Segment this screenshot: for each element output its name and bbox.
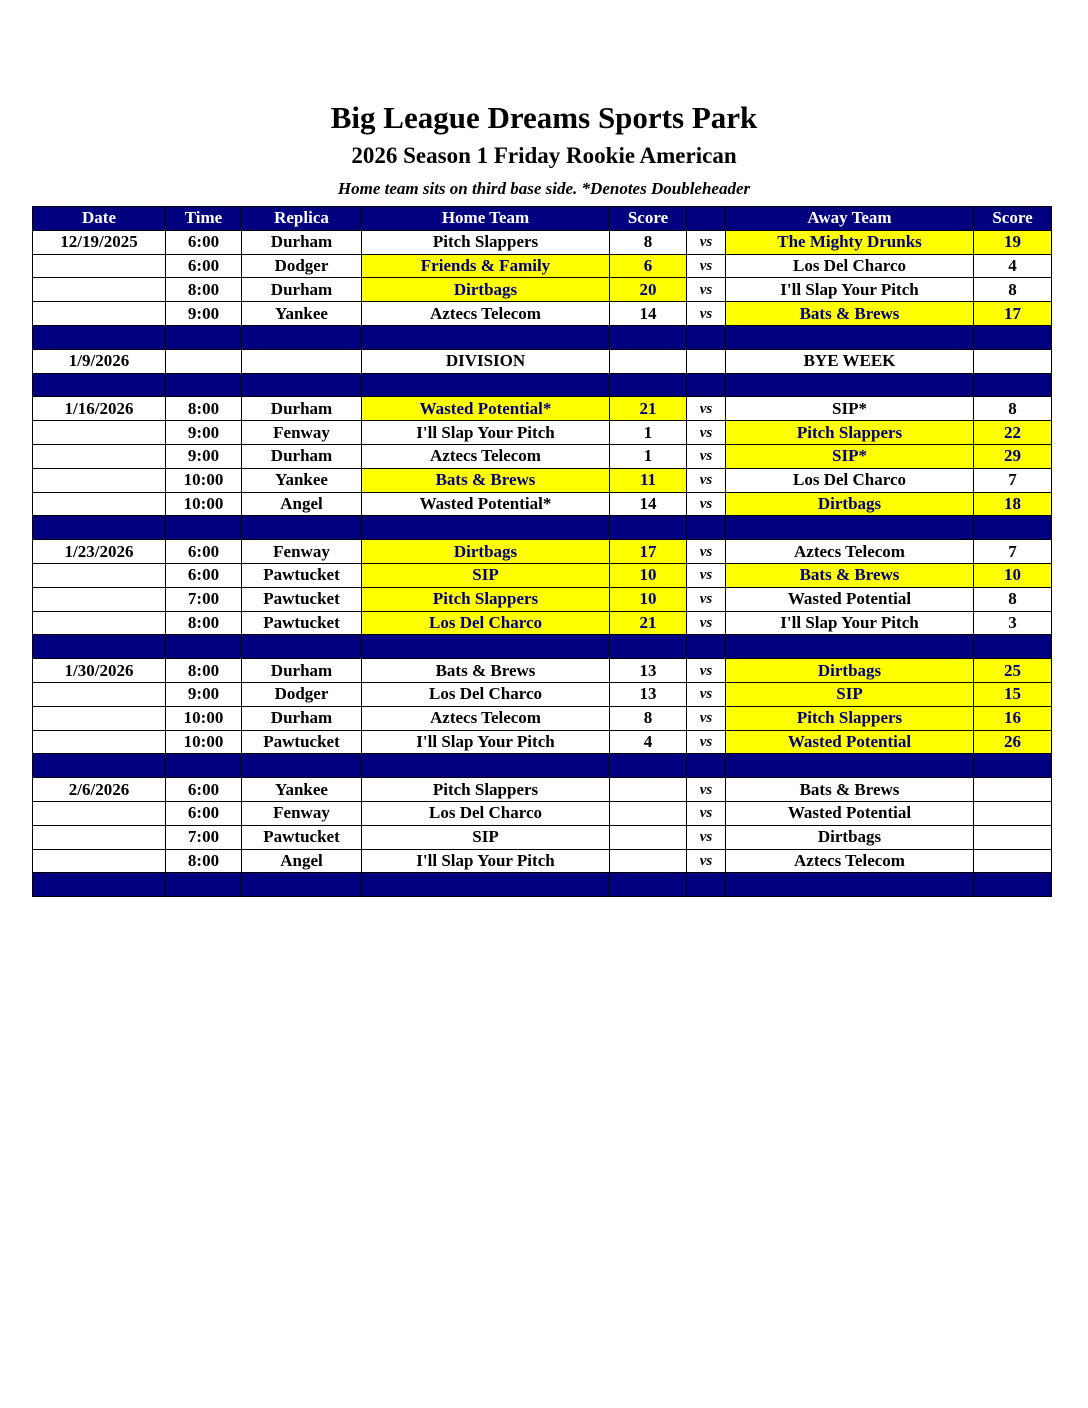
home-score-cell: 6 xyxy=(610,254,687,278)
replica-cell: Yankee xyxy=(242,468,362,492)
divider-cell xyxy=(362,873,610,897)
divider-cell xyxy=(166,516,242,540)
away-team-cell: Wasted Potential xyxy=(726,801,974,825)
home-score-cell: 20 xyxy=(610,278,687,302)
home-score-cell: 1 xyxy=(610,421,687,445)
date-cell xyxy=(33,302,166,326)
header-date: Date xyxy=(33,207,166,231)
time-cell: 9:00 xyxy=(166,421,242,445)
vs-cell: vs xyxy=(687,730,726,754)
replica-cell: Fenway xyxy=(242,801,362,825)
game-row xyxy=(33,230,1052,254)
home-team-cell: Aztecs Telecom xyxy=(362,302,610,326)
away-score-cell: 22 xyxy=(974,421,1052,445)
divider-cell xyxy=(974,635,1052,659)
divider-cell xyxy=(166,754,242,778)
date-cell: 2/6/2026 xyxy=(33,778,166,802)
divider-cell xyxy=(610,635,687,659)
time-cell: 6:00 xyxy=(166,778,242,802)
game-row xyxy=(33,801,1052,825)
time-cell: 6:00 xyxy=(166,230,242,254)
away-team-cell: I'll Slap Your Pitch xyxy=(726,278,974,302)
date-cell: 1/9/2026 xyxy=(33,349,166,373)
home-score-cell: 10 xyxy=(610,563,687,587)
vs-cell: vs xyxy=(687,682,726,706)
vs-cell: vs xyxy=(687,563,726,587)
away-score-cell: 19 xyxy=(974,230,1052,254)
divider-cell xyxy=(362,635,610,659)
time-cell: 8:00 xyxy=(166,611,242,635)
home-team-cell: Pitch Slappers xyxy=(362,778,610,802)
home-score-cell xyxy=(610,349,687,373)
divider-cell xyxy=(726,373,974,397)
game-row xyxy=(33,825,1052,849)
divider-cell xyxy=(242,635,362,659)
divider-cell xyxy=(687,873,726,897)
vs-cell: vs xyxy=(687,254,726,278)
home-score-cell: 4 xyxy=(610,730,687,754)
divider-cell xyxy=(974,754,1052,778)
replica-cell: Pawtucket xyxy=(242,563,362,587)
date-cell xyxy=(33,492,166,516)
home-score-cell: 21 xyxy=(610,611,687,635)
divider-cell xyxy=(362,325,610,349)
away-team-cell: Wasted Potential xyxy=(726,587,974,611)
replica-cell: Dodger xyxy=(242,254,362,278)
divider-cell xyxy=(610,873,687,897)
divider-cell xyxy=(610,516,687,540)
away-score-cell xyxy=(974,778,1052,802)
home-score-cell: 14 xyxy=(610,492,687,516)
replica-cell: Pawtucket xyxy=(242,730,362,754)
divider-cell xyxy=(33,873,166,897)
replica-cell: Durham xyxy=(242,706,362,730)
replica-cell: Durham xyxy=(242,659,362,683)
date-cell xyxy=(33,730,166,754)
vs-cell: vs xyxy=(687,421,726,445)
schedule-note: Home team sits on third base side. *Denotes Doubleheader xyxy=(337,179,751,198)
divider-cell xyxy=(242,754,362,778)
divider-cell xyxy=(726,516,974,540)
home-score-cell xyxy=(610,801,687,825)
away-team-cell: Dirtbags xyxy=(726,825,974,849)
replica-cell: Dodger xyxy=(242,682,362,706)
vs-cell: vs xyxy=(687,849,726,873)
header-vs xyxy=(687,207,726,231)
home-score-cell xyxy=(610,849,687,873)
divider-cell xyxy=(33,754,166,778)
divider-cell xyxy=(242,373,362,397)
away-team-cell: SIP xyxy=(726,682,974,706)
divider-cell xyxy=(362,373,610,397)
vs-cell xyxy=(687,349,726,373)
away-team-cell: Wasted Potential xyxy=(726,730,974,754)
home-team-cell: Wasted Potential* xyxy=(362,492,610,516)
home-score-cell: 8 xyxy=(610,230,687,254)
vs-cell: vs xyxy=(687,230,726,254)
vs-cell: vs xyxy=(687,468,726,492)
home-score-cell: 13 xyxy=(610,659,687,683)
game-row xyxy=(33,349,1052,373)
week-divider-row xyxy=(33,373,1052,397)
home-score-cell: 13 xyxy=(610,682,687,706)
time-cell: 9:00 xyxy=(166,302,242,326)
date-cell xyxy=(33,563,166,587)
replica-cell: Durham xyxy=(242,230,362,254)
home-team-cell: Bats & Brews xyxy=(362,659,610,683)
replica-cell: Pawtucket xyxy=(242,825,362,849)
divider-cell xyxy=(726,635,974,659)
away-team-cell: BYE WEEK xyxy=(726,349,974,373)
away-score-cell xyxy=(974,349,1052,373)
header-replica: Replica xyxy=(242,207,362,231)
home-team-cell: Pitch Slappers xyxy=(362,230,610,254)
home-team-cell: I'll Slap Your Pitch xyxy=(362,421,610,445)
table-header-row xyxy=(33,207,1052,231)
replica-cell xyxy=(242,349,362,373)
game-row xyxy=(33,563,1052,587)
game-row xyxy=(33,254,1052,278)
game-row xyxy=(33,778,1052,802)
home-team-cell: DIVISION xyxy=(362,349,610,373)
away-team-cell: Pitch Slappers xyxy=(726,421,974,445)
replica-cell: Durham xyxy=(242,278,362,302)
time-cell: 10:00 xyxy=(166,706,242,730)
header-home-score: Score xyxy=(610,207,687,231)
game-row xyxy=(33,611,1052,635)
divider-cell xyxy=(362,516,610,540)
date-cell xyxy=(33,611,166,635)
home-team-cell: Aztecs Telecom xyxy=(362,706,610,730)
page-subtitle: 2026 Season 1 Friday Rookie American xyxy=(351,143,737,168)
home-score-cell: 11 xyxy=(610,468,687,492)
home-score-cell: 10 xyxy=(610,587,687,611)
divider-cell xyxy=(610,754,687,778)
replica-cell: Angel xyxy=(242,492,362,516)
game-row xyxy=(33,682,1052,706)
game-row xyxy=(33,278,1052,302)
home-score-cell: 14 xyxy=(610,302,687,326)
time-cell: 9:00 xyxy=(166,444,242,468)
away-team-cell: Bats & Brews xyxy=(726,302,974,326)
away-score-cell: 3 xyxy=(974,611,1052,635)
replica-cell: Yankee xyxy=(242,778,362,802)
vs-cell: vs xyxy=(687,659,726,683)
game-row xyxy=(33,468,1052,492)
replica-cell: Durham xyxy=(242,397,362,421)
home-score-cell: 1 xyxy=(610,444,687,468)
game-row xyxy=(33,421,1052,445)
away-score-cell: 8 xyxy=(974,278,1052,302)
game-row xyxy=(33,730,1052,754)
vs-cell: vs xyxy=(687,540,726,564)
game-row xyxy=(33,849,1052,873)
divider-cell xyxy=(610,325,687,349)
away-team-cell: Bats & Brews xyxy=(726,563,974,587)
divider-cell xyxy=(687,754,726,778)
divider-cell xyxy=(362,754,610,778)
divider-cell xyxy=(166,373,242,397)
divider-cell xyxy=(687,373,726,397)
date-cell xyxy=(33,254,166,278)
game-row xyxy=(33,540,1052,564)
week-divider-row xyxy=(33,754,1052,778)
date-cell: 12/19/2025 xyxy=(33,230,166,254)
divider-cell xyxy=(726,325,974,349)
divider-cell xyxy=(974,325,1052,349)
home-team-cell: Pitch Slappers xyxy=(362,587,610,611)
header-away-team: Away Team xyxy=(726,207,974,231)
replica-cell: Fenway xyxy=(242,540,362,564)
home-score-cell xyxy=(610,778,687,802)
home-team-cell: I'll Slap Your Pitch xyxy=(362,730,610,754)
game-row xyxy=(33,397,1052,421)
away-team-cell: Los Del Charco xyxy=(726,468,974,492)
divider-cell xyxy=(974,516,1052,540)
divider-cell xyxy=(242,325,362,349)
away-score-cell: 7 xyxy=(974,540,1052,564)
divider-cell xyxy=(33,635,166,659)
divider-cell xyxy=(610,373,687,397)
away-score-cell: 8 xyxy=(974,397,1052,421)
away-team-cell: SIP* xyxy=(726,397,974,421)
home-score-cell: 17 xyxy=(610,540,687,564)
date-cell xyxy=(33,849,166,873)
game-row xyxy=(33,302,1052,326)
away-score-cell: 7 xyxy=(974,468,1052,492)
time-cell: 10:00 xyxy=(166,468,242,492)
time-cell: 6:00 xyxy=(166,254,242,278)
away-score-cell: 25 xyxy=(974,659,1052,683)
divider-cell xyxy=(33,325,166,349)
away-team-cell: SIP* xyxy=(726,444,974,468)
vs-cell: vs xyxy=(687,492,726,516)
home-team-cell: Dirtbags xyxy=(362,278,610,302)
replica-cell: Angel xyxy=(242,849,362,873)
home-team-cell: SIP xyxy=(362,825,610,849)
week-divider-row xyxy=(33,325,1052,349)
replica-cell: Durham xyxy=(242,444,362,468)
time-cell: 7:00 xyxy=(166,825,242,849)
home-score-cell: 21 xyxy=(610,397,687,421)
game-row xyxy=(33,659,1052,683)
time-cell: 6:00 xyxy=(166,801,242,825)
date-cell: 1/16/2026 xyxy=(33,397,166,421)
game-row xyxy=(33,492,1052,516)
away-score-cell xyxy=(974,825,1052,849)
away-team-cell: Dirtbags xyxy=(726,659,974,683)
date-cell xyxy=(33,825,166,849)
game-row xyxy=(33,587,1052,611)
away-score-cell xyxy=(974,801,1052,825)
date-cell: 1/30/2026 xyxy=(33,659,166,683)
divider-cell xyxy=(242,516,362,540)
vs-cell: vs xyxy=(687,278,726,302)
date-cell xyxy=(33,468,166,492)
divider-cell xyxy=(166,635,242,659)
divider-cell xyxy=(687,516,726,540)
home-team-cell: I'll Slap Your Pitch xyxy=(362,849,610,873)
date-cell xyxy=(33,278,166,302)
home-team-cell: Aztecs Telecom xyxy=(362,444,610,468)
week-divider-row xyxy=(33,635,1052,659)
home-team-cell: Dirtbags xyxy=(362,540,610,564)
week-divider-row xyxy=(33,516,1052,540)
vs-cell: vs xyxy=(687,397,726,421)
date-cell xyxy=(33,706,166,730)
schedule-table xyxy=(32,206,1052,897)
divider-cell xyxy=(687,325,726,349)
vs-cell: vs xyxy=(687,302,726,326)
away-score-cell: 18 xyxy=(974,492,1052,516)
vs-cell: vs xyxy=(687,444,726,468)
time-cell: 10:00 xyxy=(166,492,242,516)
away-score-cell: 16 xyxy=(974,706,1052,730)
away-score-cell: 17 xyxy=(974,302,1052,326)
date-cell xyxy=(33,682,166,706)
away-team-cell: Dirtbags xyxy=(726,492,974,516)
away-team-cell: Aztecs Telecom xyxy=(726,540,974,564)
vs-cell: vs xyxy=(687,706,726,730)
time-cell xyxy=(166,349,242,373)
vs-cell: vs xyxy=(687,611,726,635)
divider-cell xyxy=(166,325,242,349)
away-score-cell: 15 xyxy=(974,682,1052,706)
replica-cell: Fenway xyxy=(242,421,362,445)
home-team-cell: Friends & Family xyxy=(362,254,610,278)
home-team-cell: Los Del Charco xyxy=(362,611,610,635)
time-cell: 8:00 xyxy=(166,397,242,421)
away-team-cell: The Mighty Drunks xyxy=(726,230,974,254)
home-score-cell xyxy=(610,825,687,849)
date-cell xyxy=(33,587,166,611)
home-team-cell: Los Del Charco xyxy=(362,801,610,825)
away-team-cell: Aztecs Telecom xyxy=(726,849,974,873)
time-cell: 6:00 xyxy=(166,540,242,564)
away-team-cell: Los Del Charco xyxy=(726,254,974,278)
vs-cell: vs xyxy=(687,778,726,802)
home-team-cell: Los Del Charco xyxy=(362,682,610,706)
replica-cell: Pawtucket xyxy=(242,587,362,611)
away-score-cell: 26 xyxy=(974,730,1052,754)
home-team-cell: Wasted Potential* xyxy=(362,397,610,421)
header-away-score: Score xyxy=(974,207,1052,231)
time-cell: 8:00 xyxy=(166,659,242,683)
away-score-cell: 29 xyxy=(974,444,1052,468)
away-score-cell: 4 xyxy=(974,254,1052,278)
divider-cell xyxy=(726,873,974,897)
time-cell: 7:00 xyxy=(166,587,242,611)
date-cell xyxy=(33,801,166,825)
replica-cell: Pawtucket xyxy=(242,611,362,635)
home-team-cell: Bats & Brews xyxy=(362,468,610,492)
divider-cell xyxy=(242,873,362,897)
time-cell: 8:00 xyxy=(166,849,242,873)
divider-cell xyxy=(687,635,726,659)
game-row xyxy=(33,444,1052,468)
date-cell xyxy=(33,444,166,468)
header-home-team: Home Team xyxy=(362,207,610,231)
divider-cell xyxy=(974,373,1052,397)
game-row xyxy=(33,706,1052,730)
away-team-cell: Bats & Brews xyxy=(726,778,974,802)
date-cell: 1/23/2026 xyxy=(33,540,166,564)
home-score-cell: 8 xyxy=(610,706,687,730)
away-score-cell: 8 xyxy=(974,587,1052,611)
away-team-cell: I'll Slap Your Pitch xyxy=(726,611,974,635)
time-cell: 9:00 xyxy=(166,682,242,706)
away-score-cell xyxy=(974,849,1052,873)
divider-cell xyxy=(726,754,974,778)
home-team-cell: SIP xyxy=(362,563,610,587)
vs-cell: vs xyxy=(687,825,726,849)
vs-cell: vs xyxy=(687,587,726,611)
week-divider-row xyxy=(33,873,1052,897)
divider-cell xyxy=(33,373,166,397)
header-time: Time xyxy=(166,207,242,231)
page-title: Big League Dreams Sports Park xyxy=(330,100,758,135)
time-cell: 10:00 xyxy=(166,730,242,754)
divider-cell xyxy=(974,873,1052,897)
divider-cell xyxy=(166,873,242,897)
divider-cell xyxy=(33,516,166,540)
away-team-cell: Pitch Slappers xyxy=(726,706,974,730)
time-cell: 6:00 xyxy=(166,563,242,587)
replica-cell: Yankee xyxy=(242,302,362,326)
vs-cell: vs xyxy=(687,801,726,825)
time-cell: 8:00 xyxy=(166,278,242,302)
away-score-cell: 10 xyxy=(974,563,1052,587)
date-cell xyxy=(33,421,166,445)
